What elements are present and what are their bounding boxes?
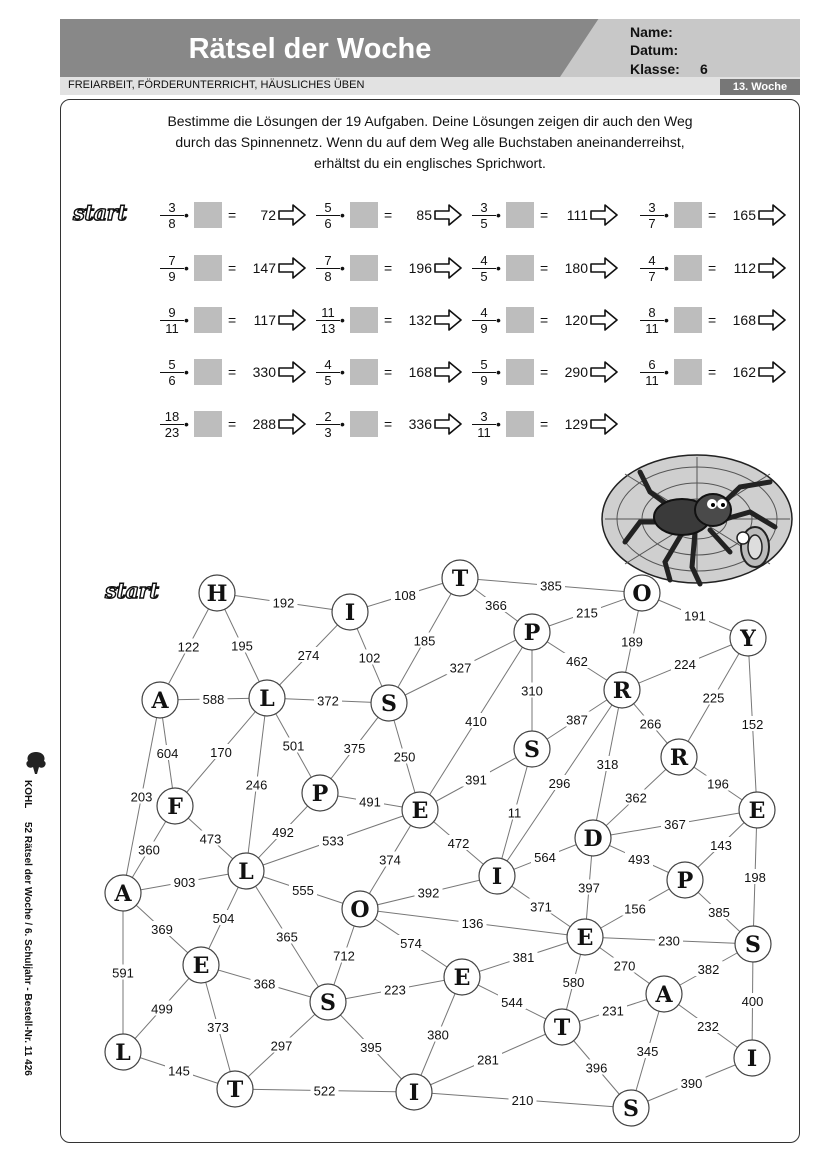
edge-number: 712	[333, 948, 355, 964]
multiply-sign: •	[664, 260, 669, 276]
node-letter: F	[167, 794, 183, 820]
fraction-numerator: 9	[160, 305, 184, 321]
edge-number: 372	[317, 693, 339, 709]
class-value: 6	[700, 61, 708, 77]
node-letter: P	[523, 620, 541, 646]
date-label: Datum:	[630, 42, 679, 58]
fraction-numerator: 3	[472, 200, 496, 216]
edge-number: 297	[270, 1038, 293, 1054]
fraction-denominator: 9	[480, 321, 488, 336]
edge-number: 544	[501, 995, 523, 1010]
edge-number: 385	[540, 578, 562, 594]
fraction-denominator: 7	[648, 269, 656, 284]
node-letter: T	[451, 566, 469, 592]
edge-number: 396	[585, 1060, 608, 1076]
edge-number: 170	[210, 745, 232, 760]
fraction-numerator: 6	[640, 357, 664, 373]
edge-number: 392	[417, 885, 440, 901]
edge-number: 501	[282, 738, 305, 754]
equals-sign: =	[540, 364, 549, 380]
equals-sign: =	[384, 207, 393, 223]
node-letter: S	[623, 1096, 639, 1122]
fraction-denominator: 11	[645, 321, 659, 336]
fraction-denominator: 23	[164, 425, 180, 440]
edge-number: 604	[156, 746, 179, 761]
equals-sign: =	[708, 260, 717, 276]
multiply-sign: •	[496, 312, 501, 328]
edge-number: 327	[449, 660, 472, 676]
node-letter: O	[632, 581, 652, 607]
equals-sign: =	[708, 207, 717, 223]
node-letter: T	[553, 1015, 571, 1041]
edge-number: 274	[297, 648, 320, 663]
edge-number: 145	[168, 1063, 190, 1079]
task-result: 168	[408, 364, 432, 380]
edge-number: 400	[741, 994, 764, 1009]
edge-number: 472	[447, 836, 470, 851]
multiply-sign: •	[496, 260, 501, 276]
fraction-numerator: 3	[472, 409, 496, 425]
task-result: 129	[564, 416, 588, 432]
node-letter: R	[669, 745, 689, 771]
node-letter: A	[114, 881, 132, 907]
edge-number: 231	[602, 1003, 624, 1019]
node-letter: R	[612, 678, 632, 704]
multiply-sign: •	[340, 416, 345, 432]
equals-sign: =	[384, 416, 393, 432]
fraction-denominator: 5	[480, 216, 488, 231]
edge-number: 230	[658, 933, 680, 949]
instructions-line: durch das Spinnennetz. Wenn du auf dem Weg alle Buchstaben aneinanderreihst,	[175, 134, 685, 150]
multiply-sign: •	[340, 312, 345, 328]
fraction-denominator: 6	[324, 216, 332, 231]
fraction-numerator: 4	[640, 253, 664, 269]
node-letter: D	[583, 826, 603, 852]
fraction-numerator: 8	[640, 305, 664, 321]
fraction-numerator: 7	[316, 253, 340, 269]
edge-number: 143	[710, 838, 732, 853]
edge-number: 156	[624, 901, 646, 917]
task-result: 132	[408, 312, 432, 328]
edge-number: 374	[379, 852, 401, 868]
edge-number: 368	[253, 976, 276, 992]
edge-number: 210	[511, 1093, 534, 1108]
multiply-sign: •	[184, 260, 189, 276]
edge-number: 588	[202, 692, 225, 707]
task-result: 72	[260, 207, 276, 223]
task-result: 165	[732, 207, 756, 223]
edge-number: 345	[636, 1044, 659, 1059]
edge-number: 362	[625, 790, 647, 806]
start-label-web: start	[105, 578, 159, 603]
name-label: Name:	[630, 24, 673, 40]
task-result: 117	[253, 312, 276, 328]
task-result: 120	[564, 312, 588, 328]
multiply-sign: •	[496, 364, 501, 380]
edge-number: 196	[707, 776, 729, 792]
edge-number: 281	[477, 1052, 499, 1068]
node-letter: L	[238, 859, 254, 885]
edge-number: 270	[613, 958, 636, 974]
order-info: 52 Rätsel der Woche / 6. Schuljahr - Bestell-Nr. 11 426	[22, 822, 33, 1076]
node-letter: Y	[740, 626, 756, 652]
equals-sign: =	[708, 364, 717, 380]
task-result: 85	[416, 207, 432, 223]
node-letter: E	[192, 953, 210, 979]
node-letter: E	[411, 798, 429, 824]
start-label-tasks: start	[73, 200, 127, 225]
edge-number: 371	[530, 899, 552, 915]
task-result: 336	[408, 416, 432, 432]
edge-number: 580	[562, 975, 585, 990]
edge-number: 11	[507, 805, 522, 821]
node-letter: E	[453, 965, 471, 991]
node-letter: A	[151, 688, 169, 714]
equals-sign: =	[228, 207, 237, 223]
edge-number: 318	[596, 757, 619, 772]
task-result: 288	[252, 416, 276, 432]
equals-sign: =	[384, 260, 393, 276]
node-letter: H	[206, 581, 228, 607]
edge-number: 192	[272, 595, 295, 611]
sidebar-footer	[22, 760, 46, 1100]
edge-number: 462	[566, 654, 588, 669]
task-result: 180	[564, 260, 588, 276]
edge-number: 367	[664, 817, 686, 832]
edge-number: 522	[313, 1083, 336, 1099]
edge-number: 493	[628, 852, 650, 867]
edge-number: 203	[130, 789, 153, 805]
fraction-numerator: 11	[316, 305, 340, 321]
edge-number: 380	[427, 1027, 449, 1043]
fraction-denominator: 7	[648, 216, 656, 231]
multiply-sign: •	[664, 364, 669, 380]
multiply-sign: •	[340, 207, 345, 223]
fraction-denominator: 9	[480, 373, 488, 388]
edge-number: 473	[199, 831, 222, 847]
page-title: Rätsel der Woche	[188, 33, 432, 65]
edge-number: 198	[744, 870, 766, 885]
class-label: Klasse:	[630, 61, 680, 77]
fraction-denominator: 11	[165, 321, 179, 336]
node-letter: P	[311, 781, 329, 807]
edge-number: 391	[465, 772, 487, 788]
equals-sign: =	[228, 364, 237, 380]
instructions-line: Bestimme die Lösungen der 19 Aufgaben. Deine Lösungen zeigen dir auch den Weg	[167, 113, 693, 129]
edge-number: 385	[708, 905, 730, 920]
node-letter: S	[745, 932, 761, 958]
edge-number: 382	[697, 962, 720, 977]
fraction-numerator: 3	[640, 200, 664, 216]
node-letter: S	[524, 737, 540, 763]
task-result: 112	[733, 260, 756, 276]
node-letter: A	[655, 982, 673, 1008]
edge-number: 564	[534, 850, 556, 865]
edge-number: 122	[177, 639, 200, 655]
fraction-numerator: 18	[160, 409, 184, 425]
edge-number: 504	[212, 911, 235, 926]
multiply-sign: •	[184, 416, 189, 432]
edge-number: 410	[465, 714, 487, 729]
fraction-numerator: 3	[160, 200, 184, 216]
node-letter: E	[576, 925, 594, 951]
fraction-denominator: 13	[320, 321, 336, 336]
fraction-denominator: 8	[168, 216, 176, 231]
equals-sign: =	[540, 416, 549, 432]
node-letter: L	[115, 1040, 131, 1066]
edge-number: 369	[151, 922, 173, 937]
equals-sign: =	[708, 312, 717, 328]
multiply-sign: •	[496, 207, 501, 223]
edge-number: 224	[674, 657, 696, 672]
equals-sign: =	[540, 207, 549, 223]
node-letter: T	[226, 1077, 244, 1103]
edge-number: 266	[639, 716, 662, 732]
equals-sign: =	[228, 416, 237, 432]
fraction-denominator: 11	[477, 425, 491, 440]
fraction-numerator: 5	[160, 357, 184, 373]
equals-sign: =	[384, 364, 393, 380]
equals-sign: =	[540, 260, 549, 276]
task-result: 330	[252, 364, 276, 380]
equals-sign: =	[228, 260, 237, 276]
task-result: 111	[566, 207, 588, 223]
publisher-name: KOHL	[22, 780, 33, 809]
fraction-denominator: 5	[480, 269, 488, 284]
edge-number: 108	[394, 588, 416, 603]
node-letter: I	[344, 600, 356, 626]
week-badge: 13. Woche	[720, 79, 800, 95]
task-result: 162	[732, 364, 756, 380]
equals-sign: =	[384, 312, 393, 328]
edge-number: 387	[566, 712, 588, 728]
edge-number: 365	[276, 929, 298, 945]
fraction-denominator: 5	[324, 373, 332, 388]
edge-number: 152	[741, 717, 764, 732]
multiply-sign: •	[664, 312, 669, 328]
task-result: 168	[732, 312, 756, 328]
fraction-denominator: 8	[324, 269, 332, 284]
edge-number: 395	[360, 1040, 382, 1055]
edge-number: 250	[393, 749, 416, 765]
edge-number: 381	[512, 950, 535, 965]
edge-number: 366	[485, 598, 507, 613]
edge-number: 185	[413, 633, 436, 649]
fraction-numerator: 5	[472, 357, 496, 373]
equals-sign: =	[540, 312, 549, 328]
edge-number: 591	[112, 965, 134, 981]
multiply-sign: •	[184, 364, 189, 380]
edge-number: 191	[684, 608, 706, 624]
edge-number: 136	[461, 916, 484, 931]
task-result: 147	[252, 260, 276, 276]
edge-number: 215	[576, 605, 598, 621]
node-letter: S	[320, 990, 336, 1016]
multiply-sign: •	[184, 312, 189, 328]
task-result: 290	[564, 364, 588, 380]
edge-number: 492	[272, 825, 294, 840]
node-letter: I	[746, 1046, 758, 1072]
edge-number: 310	[521, 683, 543, 699]
equals-sign: =	[228, 312, 237, 328]
node-letter: O	[350, 897, 370, 923]
node-letter: S	[381, 691, 397, 717]
multiply-sign: •	[184, 207, 189, 223]
edge-number: 499	[151, 1001, 173, 1017]
edge-number: 375	[343, 741, 366, 756]
edge-number: 225	[702, 690, 725, 706]
fraction-denominator: 6	[168, 373, 176, 388]
fraction-denominator: 9	[168, 269, 176, 284]
multiply-sign: •	[664, 207, 669, 223]
edge-number: 223	[384, 982, 406, 998]
task-result: 196	[408, 260, 432, 276]
edge-number: 189	[621, 634, 643, 650]
edge-number: 232	[697, 1019, 719, 1034]
fraction-numerator: 2	[316, 409, 340, 425]
node-letter: L	[259, 686, 275, 712]
edge-number: 195	[231, 638, 253, 654]
edge-number: 360	[138, 842, 160, 858]
instructions-line: erhältst du ein englisches Sprichwort.	[314, 155, 546, 171]
edge-number: 555	[292, 883, 314, 898]
edge-number: 246	[245, 777, 268, 793]
edge-number: 491	[359, 794, 381, 810]
edge-number: 296	[548, 776, 571, 791]
fraction-numerator: 4	[316, 357, 340, 373]
multiply-sign: •	[496, 416, 501, 432]
fraction-denominator: 3	[324, 425, 332, 440]
edge-number: 397	[578, 880, 600, 896]
fraction-numerator: 7	[160, 253, 184, 269]
node-letter: P	[676, 868, 694, 894]
edge-number: 390	[680, 1076, 703, 1091]
fraction-numerator: 5	[316, 200, 340, 216]
edge-number: 373	[207, 1020, 229, 1035]
edge-number: 903	[173, 875, 196, 890]
fraction-numerator: 4	[472, 253, 496, 269]
edge-number: 574	[400, 936, 422, 951]
fraction-numerator: 4	[472, 305, 496, 321]
subtitle: FREIARBEIT, FÖRDERUNTERRICHT, HÄUSLICHES ÜBEN	[68, 79, 365, 91]
fraction-denominator: 11	[645, 373, 659, 388]
node-letter: I	[491, 864, 503, 890]
multiply-sign: •	[340, 260, 345, 276]
node-letter: E	[748, 798, 766, 824]
edge-number: 533	[322, 833, 344, 849]
edge-number: 102	[358, 650, 381, 666]
node-letter: I	[408, 1080, 420, 1106]
multiply-sign: •	[340, 364, 345, 380]
